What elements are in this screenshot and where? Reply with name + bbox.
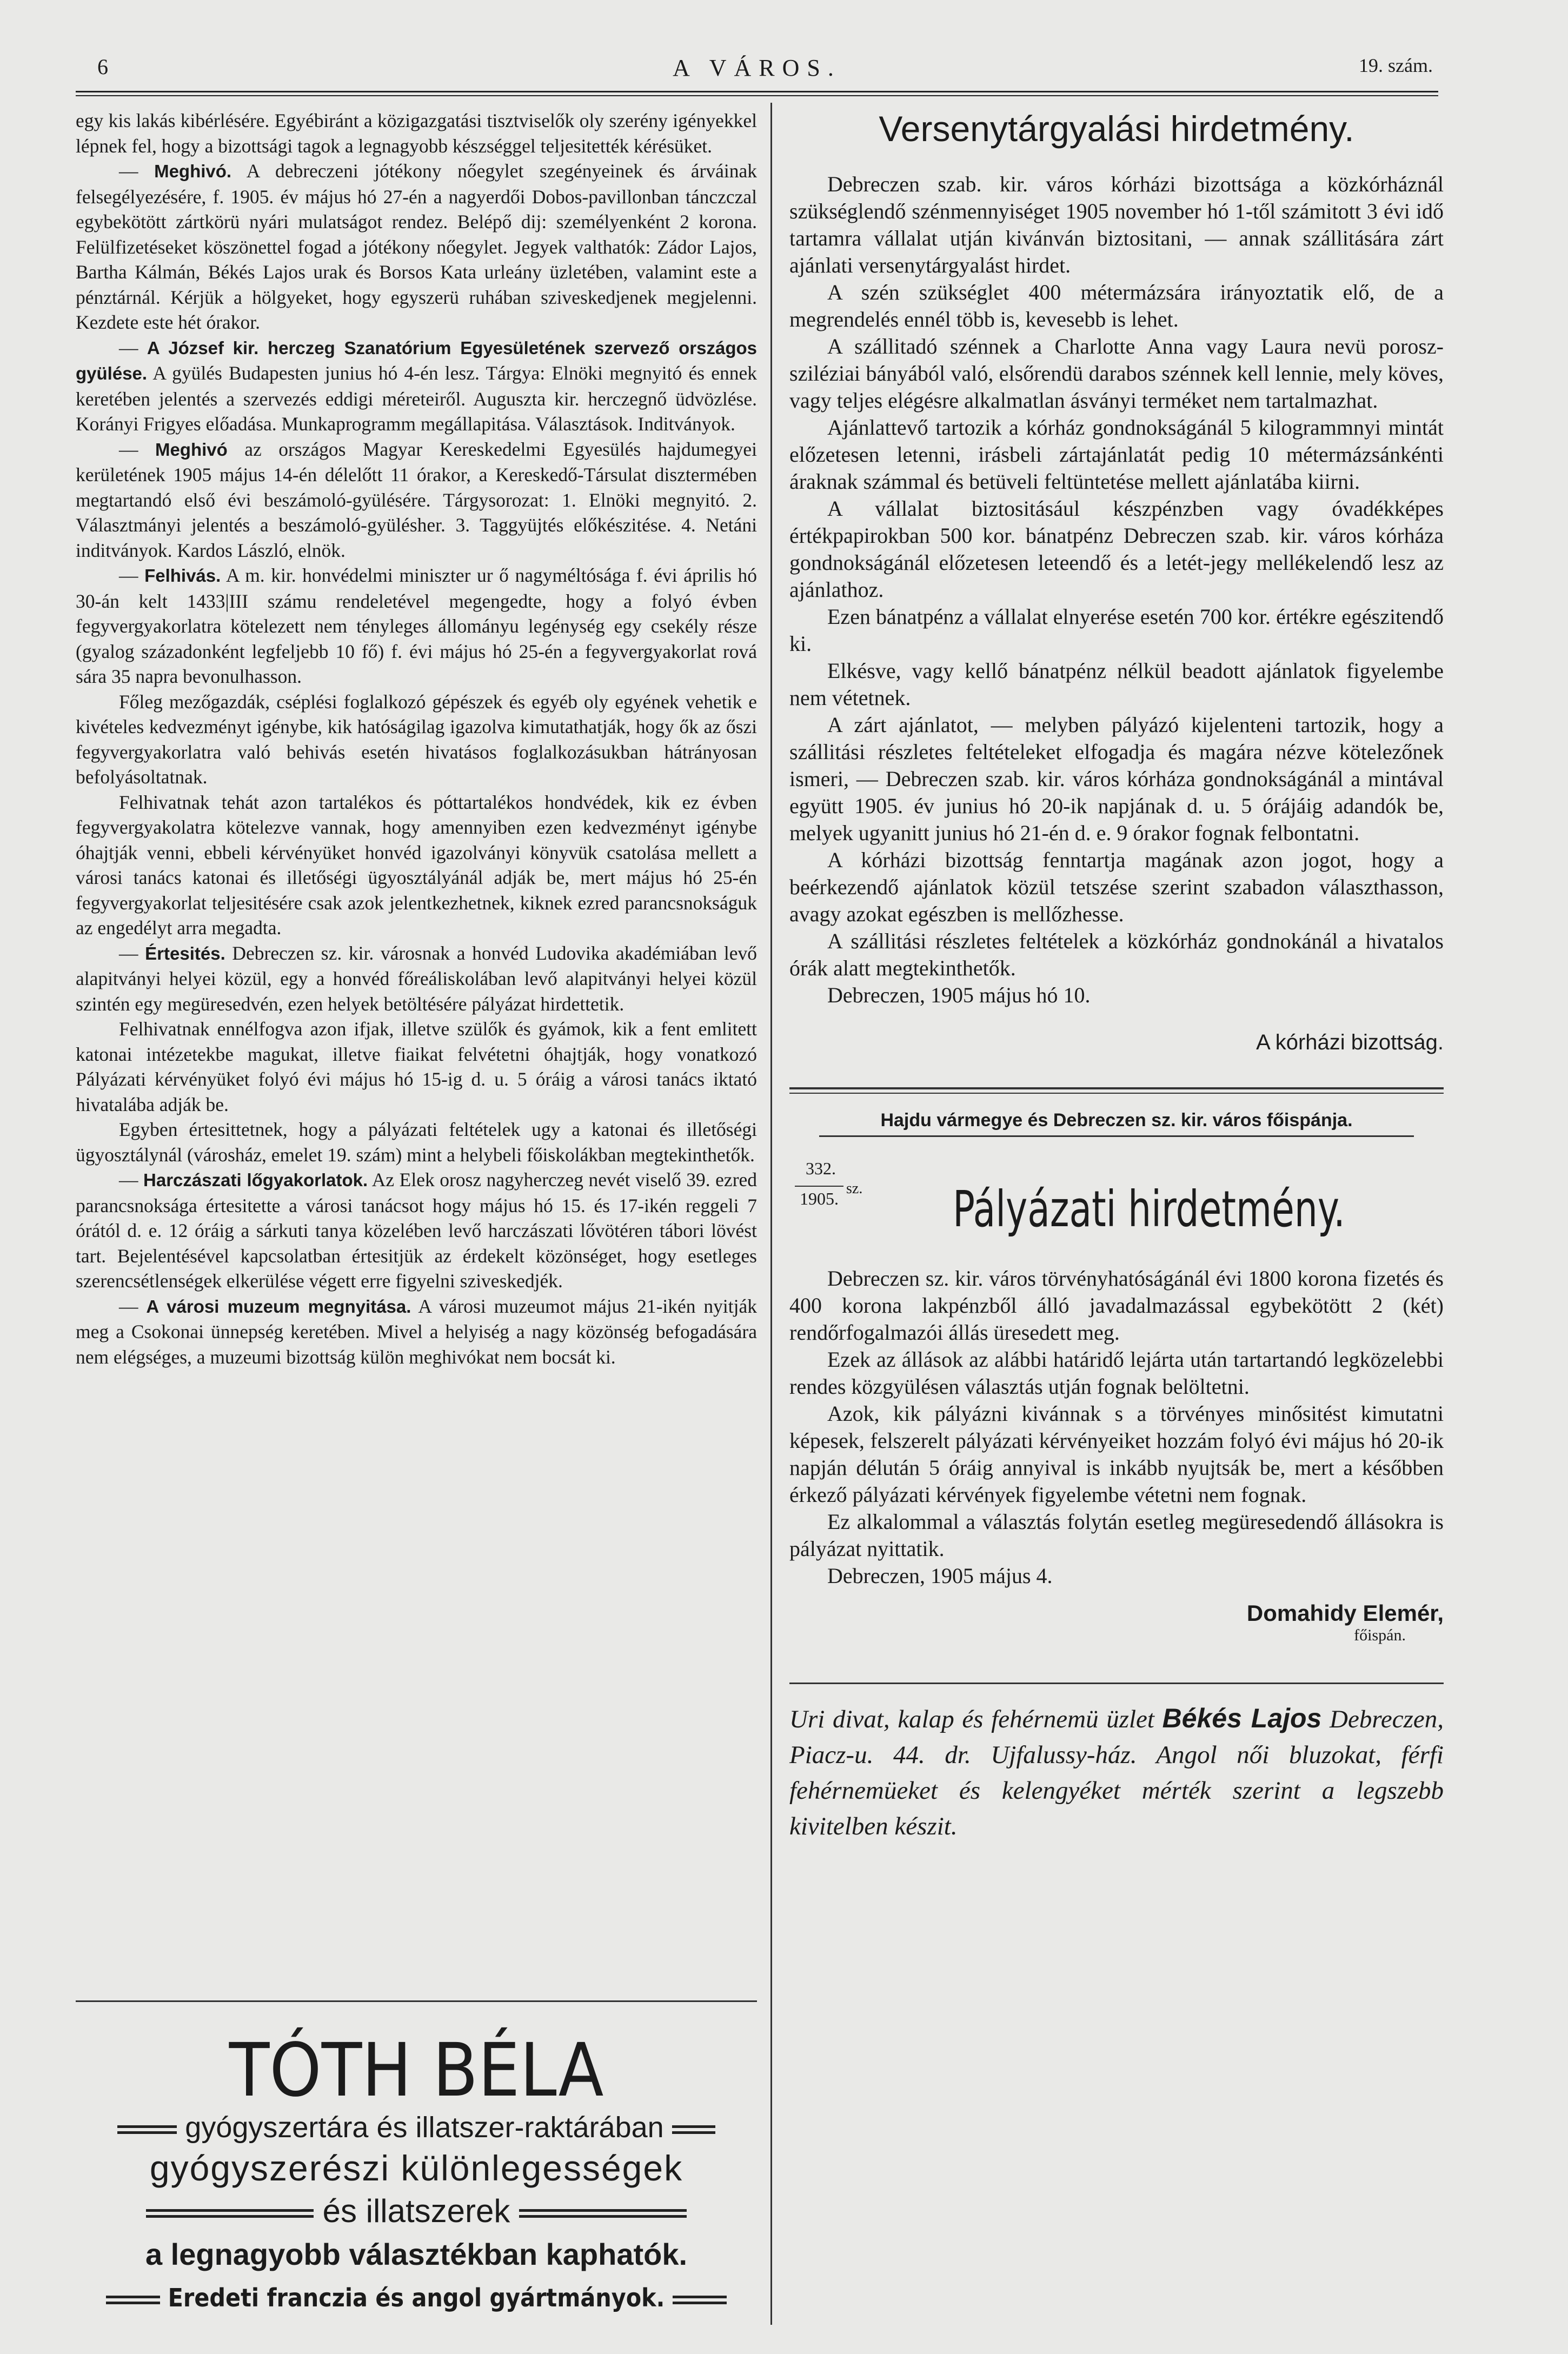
palyazati-role: főispán. (1354, 1626, 1406, 1644)
notice-paragraph: A szén szükséglet 400 métermázsára irányoztatik elő, de a megrendelés ennél több is, kevesebb is lehet. (789, 280, 1444, 331)
news-paragraph: — Meghivó. A debreczeni jótékony nőegylet szegényeinek és árváinak felsegélyezésére, f. 1905. év május hó 27-én a nagyerdői Dobos-pavillonban tánczczal egybekötött zártkörü nyári mulatságot rendez. Belépő dij: személyenként 2 korona. Felülfizetéseket köszönettel fogad a jótékony nőegylet. Jegyek valthatók: Zádor Lajos, Bartha Kálmán, Békés Lajos urak és Borsos Kata urleány üzletében, valamint este a pénztárnál. Kérjük a hölgyeket, hogy egyszerü ruhában sziveskedjenek megjelenni. Kezdete este hét órakor. (76, 160, 758, 333)
versenytargyalas-body (789, 171, 1444, 1009)
advert-line: gyógyszerészi különlegességek (149, 2148, 683, 2188)
advert-line: és illatszerek (76, 2190, 757, 2233)
page-header (76, 54, 1438, 95)
advert-name: TÓTH BÉLA (229, 2028, 604, 2113)
right-column (789, 108, 1444, 1844)
left-column (76, 108, 757, 1369)
news-text: az országos Magyar Kereskedelmi Egyesülés hajdumegyei kerületének 1905 május 14-én délelőtt 11 órakor, a Kereskedő-Társulat disztermében megtartandó első évi beszámoló-gyülésére. Tárgysorozat: 1. Elnöki megnyitó. 2. Választmányi jelentés a beszámoló-gyülésher. 3. Taggyüjtés előkészitése. 4. Netáni inditványok. Kardos László, elnök. (76, 438, 758, 561)
news-heading: A József kir. herczeg Szanatórium Egyesületének szervező országos gyülése. (76, 337, 758, 383)
advert-separator (789, 1683, 1444, 1684)
news-text: A debreczeni jótékony nőegylet szegényeinek és árváinak felsegélyezésére, f. 1905. év május hó 27-én a nagyerdői Dobos-pavillonban tánczczal egybekötött zártkörü nyári mulatságot rendez. Belépő dij: személyenként 2 korona. Felülfizetéseket köszönettel fogad a jótékony nőegylet. Jegyek valthatók: Zádor Lajos, Bartha Kálmán, Békés Lajos urak és Borsos Kata urleány üzletében, valamint este a pénztárnál. Kérjük a hölgyeket, hogy egyszerü ruhában sziveskedjenek megjelenni. Kezdete este hét órakor. (76, 160, 758, 333)
advert-line: a legnagyobb választékban kaphatók. (145, 2237, 688, 2271)
registration-number: 332. 1905. sz. (789, 1159, 1444, 1218)
advert-text: Debreczen, Piacz-u. 44. dr. Ujfalussy-ház. Angol női bluzokat, férfi fehérnemüeket és kelengyéket mérték szerint a legszebb kivitelben készit. (789, 1705, 1444, 1840)
news-text: Debreczen sz. kir. városnak a honvéd Ludovika akadémiában levő alapitványi helyei közül, egy a honvéd főreáliskolában levő alapitványi helyei közül szintén egy megüresedvén, ezen helyek betöltésére pályázat hirdettetik. (76, 942, 758, 1015)
news-heading: Meghivó (155, 439, 228, 460)
versenytargyalas-title: Versenytárgyalási hirdetmény. (879, 109, 1354, 149)
notice-paragraph: A kórházi bizottság fenntartja magának azon jogot, hogy a beérkezendő ajánlatok közül tetszése szerint szabadon választhasson, avagy azokat egészben is mellőzhesse. (789, 848, 1444, 926)
notice-paragraph: Ajánlattevő tartozik a kórház gondnokságánál 5 kilogrammnyi mintát előzetesen letenni, irásbeli zártajánlatát pedig 10 métermázsánkénti áraknak számmal és betüveli feltüntetése mellett ajánlatába kiirni. (789, 415, 1444, 494)
notice-paragraph: A szállitadó szénnek a Charlotte Anna vagy Laura nevü porosz-sziléziai bányából való, elsőrendü darabos szénnek kell lennie, mely köves, vagy teljes elégésre alkalmatlan ásványi terméket nem tartalmazhat. (789, 334, 1444, 413)
news-heading: Meghivó. (154, 161, 232, 181)
news-heading: A városi muzeum megnyitása. (146, 1296, 411, 1316)
advert-shop-name: Békés Lajos (1162, 1703, 1322, 1733)
news-heading: Harczászati lőgyakorlatok. (143, 1170, 368, 1190)
news-paragraph: — Harczászati lőgyakorlatok. Az Elek orosz nagyherczeg nevét viselő 39. ezred parancsnoksága értesitette a városi tanácsot hogy május hó 15. és 17-ikén reggeli 7 órától d. e. 12 óráig a sárkuti tanya közelében levő harczászati lővötéren tábori lövést tart. Bejelentésével kapcsolatban értesitjük az érdekelt közönséget, hogy esetleges szerencsétlenségek elkerülése végett erre figyelni sziveskedjék. (76, 1169, 758, 1292)
news-paragraph (76, 1016, 757, 1117)
news-paragraph: — A városi muzeum megnyitása. A városi muzeumot május 21-ikén nyitják meg a Csokonai ünnepség keretében. Mivel a helyiség a nagy közönség befogadására nem elégséges, a muzeumi bizottság külön meghivókat nem bocsát ki. (76, 1295, 758, 1368)
notice-paragraph: Debreczen sz. kir. város törvényhatóságánál évi 1800 korona fizetés és 400 korona lakpénzből álló javadalmazással egybekötött 2 (két) rendőrfogalmazói állás üresedett meg. (789, 1266, 1444, 1345)
notice-paragraph: Ezen bánatpénz a vállalat elnyerése esetén 700 kor. értékre egészitendő ki. (789, 604, 1444, 656)
news-text: Egyben értesittetnek, hogy a pályázati feltételek ugy a katonai és illetőségi ügyosztálynál (városház, emelet 19. szám) mint a helybeli főiskolákban megtekinthetők. (76, 1119, 757, 1166)
header-rule-thin (76, 95, 1438, 96)
news-text: Az Elek orosz nagyherczeg nevét viselő 39. ezred parancsnoksága értesitette a városi tanácsot hogy május hó 15. és 17-ikén reggeli 7 órától d. e. 12 óráig a sárkuti tanya közelében levő harczászati lővötéren tábori lövést tart. Bejelentésével kapcsolatban értesitjük az érdekelt közönséget, hogy esetleges szerencsétlenségek elkerülése végett erre figyelni sziveskedjék. (76, 1169, 758, 1292)
palyazati-signature: Domahidy Elemér, (1246, 1600, 1444, 1626)
news-paragraph (76, 108, 757, 158)
news-text: Felhivatnak tehát azon tartalékos és póttartalékos hondvédek, kik ez évben fegyvergyakolatra kötelezve vannak, hogy amennyiben ezen kedvezményt igénybe óhajtják venni, ebbeli kérvényüket honvéd igazolványi könyvük csatolása mellett a városi tanács katonai és illetőségi ügyosztályánál adják be, mert május hó 25-én fegyvergyakorlat teljesitésére csak azok jelentkezhetnek, kiknek ezred parancsnokságuk az engedélyt arra megadta. (76, 791, 757, 939)
toth-bela-advert (76, 2028, 757, 2319)
notice-paragraph: A zárt ajánlatot, — melyben pályázó kijelenteni tartozik, hogy a szállitási részletes feltételeket elfogadja és magára nézve kötelezőnek ismeri, — Debreczen szab. kir. város kórháza gondnokságánál a mintával együtt 1905. év junius hó 20-ik napjának d. u. 5 órájáig adandók be, melyek ugyanitt junius hó 21-én d. e. 9 órakor fognak felbontatni. (789, 713, 1444, 845)
news-paragraph (76, 689, 757, 790)
news-heading: Felhivás. (144, 566, 221, 586)
notice-paragraph: Debreczen, 1905 május 4. (827, 1564, 1053, 1588)
news-text: egy kis lakás kibérlésére. Egyébiránt a közigazgatási tisztviselők oly szerény igényekkel lépnek fel, hogy a bizottsági tagok a legnagyobb készséggel teljesitették kérésüket. (76, 110, 757, 157)
notice-paragraph: Debreczen, 1905 május hó 10. (827, 983, 1091, 1007)
header-rule (76, 91, 1438, 92)
advert-separator (76, 2000, 757, 2002)
news-paragraph: — Felhivás. A m. kir. honvédelmi miniszter ur ő nagyméltósága f. évi április hó 30-án kelt 1433|III számu rendeletével megengedte, hogy a folyó évben fegyvergyakorlatra kötelezett nem tényleges állományu legénység egy csekély része (gyalog századonként legfeljebb 10 fő) f. évi május hó 25-én a fegyvergyakorlat rová sára 35 napra bevonulhasson. (76, 564, 758, 687)
news-text: A m. kir. honvédelmi miniszter ur ő nagyméltósága f. évi április hó 30-án kelt 1433|III számu rendeletével megengedte, hogy a folyó évben fegyvergyakorlatra kötelezett nem tényleges állományu legénység egy csekély része (gyalog századonként legfeljebb 10 fő) f. évi május hó 25-én a fegyvergyakorlat rová sára 35 napra bevonulhasson. (76, 564, 758, 687)
authority-underline (819, 1135, 1414, 1137)
news-text: Felhivatnak ennélfogva azon ifjak, illetve szülők és gyámok, kik a fent emlitett katonai intézetekbe magukat, illetve fiaikat felvétetni óhajtják, hogy vonatkozó Pályázati kérvényüket folyó évi május hó 15-ig d. u. 5 óráig a városi tanács iktató hivatalába adják be. (76, 1018, 757, 1115)
news-text: A városi muzeumot május 21-ikén nyitják meg a Csokonai ünnepség keretében. Mivel a helyiség a nagy közönség befogadására nem elégséges, a muzeumi bizottság külön meghivókat nem bocsát ki. (76, 1295, 758, 1368)
notice-paragraph: Azok, kik pályázni kivánnak s a törvényes minősitést kimutatni képesek, felszerelt pályázati kérvényeiket hozzám folyó évi május hó 20-ik napján délután 5 óráig annyival is inkább nyujtsák be, mert a későbben érkező pályázati kérvények figyelembe vétetni nem fognak. (789, 1401, 1444, 1507)
section-separator (789, 1087, 1444, 1089)
page-number: 6 (97, 55, 108, 79)
news-paragraph (76, 1117, 757, 1167)
notice-paragraph: Debreczen szab. kir. város kórházi bizottsága a közkórháznál szükséglendő szénmennyiséget 1905 november hó 1-től számitott 3 évi idő tartamra vállalat utján kivánván biztositani, — annak szállitására zárt ajánlati versenytárgyalást hirdet. (789, 172, 1444, 277)
versenytargyalas-signature: A kórházi bizottság. (1256, 1030, 1444, 1054)
news-paragraph: — A József kir. herczeg Szanatórium Egyesületének szervező országos gyülése. A gyülés Budapesten junius hó 4-én lesz. Tárgya: Elnöki megnyitó és ennek keretében jelentés a szervezés eddigi méreteiről. Auguszta kir. herczegnő üdvözlése. Korányi Frigyes előadása. Munkaprogramm megállapitása. Választások. Inditványok. (76, 336, 758, 435)
news-paragraph: — Meghivó az országos Magyar Kereskedelmi Egyesülés hajdumegyei kerületének 1905 május 14-én délelőtt 11 órakor, a Kereskedő-Társulat disztermében megtartandó első évi beszámoló-gyülésére. Tárgysorozat: 1. Elnöki megnyitó. 2. Választmányi jelentés a beszámoló-gyülésher. 3. Taggyüjtés előkészitése. 4. Netáni inditványok. Kardos László, elnök. (76, 438, 758, 561)
palyazati-title: Pályázati hirdetmény. (953, 1180, 1345, 1238)
palyazati-authority: Hajdu vármegye és Debreczen sz. kir. város főispánja. (880, 1110, 1353, 1131)
palyazati-body (789, 1265, 1444, 1590)
notice-paragraph: Ezek az állások az alábbi határidő lejárta után tartartandó legközelebbi rendes közgyülésen választás utján fognak belöltetni. (789, 1347, 1444, 1399)
news-text: Főleg mezőgazdák, cséplési foglalkozó gépészek és egyéb oly egyének vehetik e kivételes kedvezményt igénybe, kik hatóságilag igazolva kimutathatják, hogy ők az őszi fegyvergyakorlatra való behivás esetén hivatásos foglalkozásukban hátrányosan befolyásoltatnak. (76, 690, 757, 788)
newspaper-title: A VÁROS. (673, 55, 841, 81)
advert-line: gyógyszertára és illatszer-raktárában (76, 2109, 757, 2146)
notice-paragraph: Elkésve, vagy kellő bánatpénz nélkül beadott ajánlatok figyelembe nem vétetnek. (789, 659, 1444, 710)
news-paragraph: — Értesités. Debreczen sz. kir. városnak a honvéd Ludovika akadémiában levő alapitványi helyei közül, egy a honvéd főreáliskolában levő alapitványi helyei közül szintén egy megüresedvén, ezen helyek betöltésére pályázat hirdettetik. (76, 942, 758, 1015)
notice-paragraph: A vállalat biztositásául készpénzben vagy óvadékképes értékpapirokban 500 kor. bánatpénz Debreczen szab. kir. város kórháza gondnokságánál előzetesen leteendő és a letét-jegy mellékelendő lesz az ajánlathoz. (789, 496, 1444, 602)
bekes-advert (789, 1700, 1444, 1844)
news-heading: Értesités. (145, 943, 225, 963)
advert-text: Uri divat, kalap és fehérnemü üzlet (789, 1705, 1154, 1733)
notice-paragraph: Ez alkalommal a választás folytán esetleg megüresedendő állásokra is pályázat nyittatik. (789, 1510, 1444, 1561)
issue-number: 19. szám. (1359, 55, 1433, 76)
section-separator-thin (789, 1093, 1444, 1094)
notice-paragraph: A szállitási részletes feltételek a közkórház gondnokánál a hivatalos órák alatt megtekinthetők. (789, 929, 1444, 980)
column-divider (770, 103, 772, 2325)
news-text: A gyülés Budapesten junius hó 4-én lesz. Tárgya: Elnöki megnyitó és ennek keretében jelentés a szervezés eddigi méreteiről. Auguszta kir. herczegnő üdvözlése. Korányi Frigyes előadása. Munkaprogramm megállapitása. Választások. Inditványok. (76, 362, 757, 435)
advert-line: Eredeti franczia és angol gyártmányok. (76, 2276, 757, 2319)
news-paragraph (76, 790, 757, 941)
